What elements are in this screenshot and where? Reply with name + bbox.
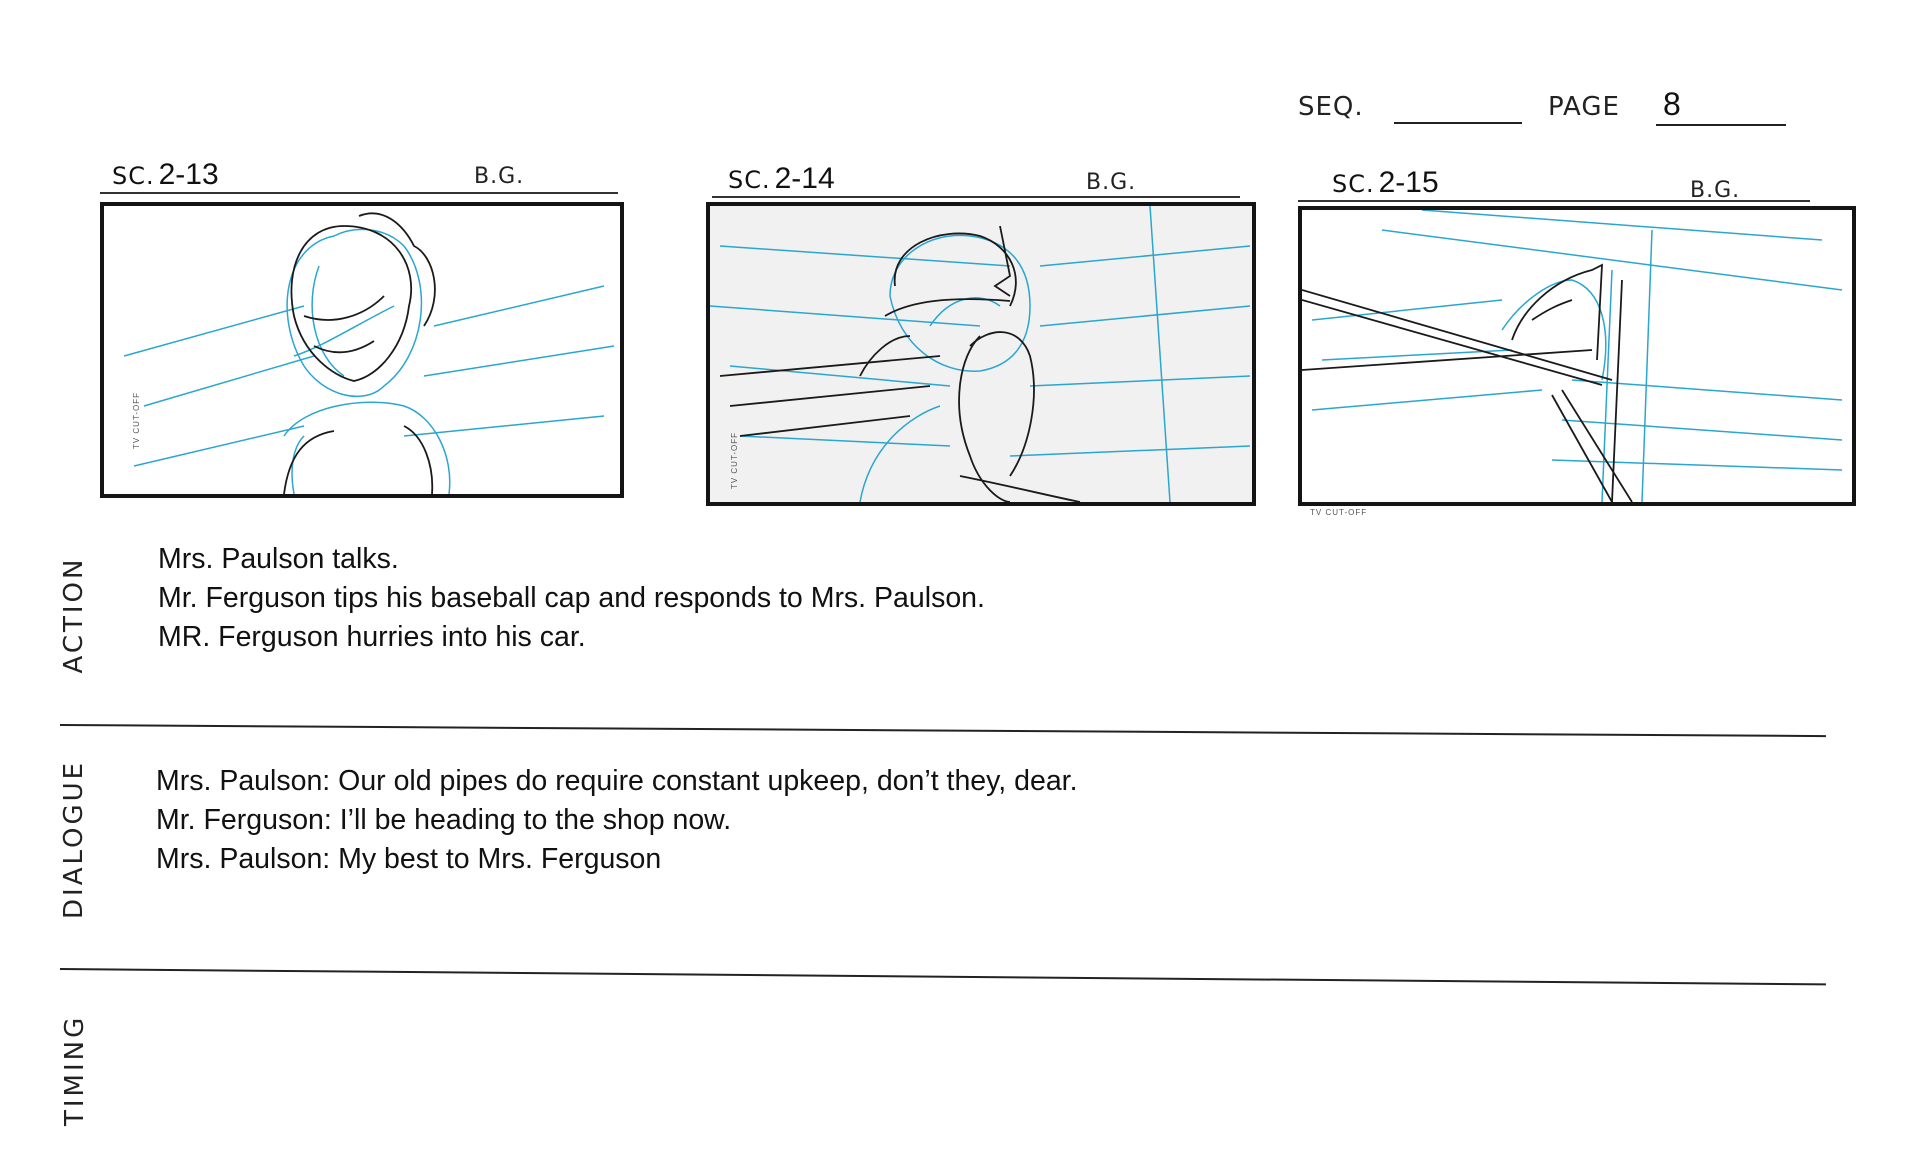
scene-header-line-2 bbox=[712, 196, 1240, 198]
storyboard-panel-3 bbox=[1298, 206, 1856, 506]
scene-prefix: SC. bbox=[728, 166, 771, 194]
page-value-line bbox=[1656, 124, 1786, 126]
action-line-1: Mrs. Paulson talks. bbox=[158, 543, 399, 575]
tv-cutoff-label: TV CUT-OFF bbox=[132, 391, 142, 450]
page-number: 8 bbox=[1663, 86, 1681, 122]
dialogue-divider-line bbox=[60, 968, 1826, 985]
action-line-3: MR. Ferguson hurries into his car. bbox=[158, 621, 586, 653]
action-text-block bbox=[158, 540, 985, 657]
page-label: PAGE bbox=[1548, 92, 1620, 122]
scene-number-3 bbox=[1332, 166, 1439, 200]
storyboard-panel-2 bbox=[706, 202, 1256, 506]
character-tipping-cap-sketch bbox=[710, 206, 1252, 502]
action-section-label: ACTION bbox=[59, 556, 89, 674]
character-closeup-sketch bbox=[104, 206, 620, 494]
bg-label-1: B.G. bbox=[474, 164, 525, 189]
tv-cutoff-label: TV CUT-OFF bbox=[730, 431, 740, 490]
scene-number-2 bbox=[728, 162, 835, 196]
bg-label-2: B.G. bbox=[1086, 170, 1137, 195]
storyboard-panel-1 bbox=[100, 202, 624, 498]
scene-number: 2-13 bbox=[158, 158, 219, 191]
bg-label-3: B.G. bbox=[1690, 178, 1741, 203]
timing-section-label: TIMING bbox=[60, 1014, 90, 1126]
dialogue-text-block bbox=[156, 762, 1078, 879]
seq-value-line bbox=[1394, 122, 1522, 124]
dialogue-line-3: Mrs. Paulson: My best to Mrs. Ferguson bbox=[156, 843, 662, 875]
scene-number: 2-15 bbox=[1378, 166, 1439, 199]
scene-prefix: SC. bbox=[1332, 170, 1375, 198]
dialogue-section-label: DIALOGUE bbox=[59, 759, 89, 919]
scene-header-line-1 bbox=[100, 192, 618, 194]
scene-number-1 bbox=[112, 158, 219, 192]
scene-prefix: SC. bbox=[112, 162, 155, 190]
tv-cutoff-label-3: TV CUT-OFF bbox=[1310, 508, 1368, 517]
scene-header-line-3 bbox=[1298, 200, 1810, 202]
seq-label: SEQ. bbox=[1298, 92, 1364, 122]
dialogue-line-1: Mrs. Paulson: Our old pipes do require constant upkeep, don’t they, dear. bbox=[156, 765, 1078, 797]
dialogue-line-2: Mr. Ferguson: I’ll be heading to the shop now. bbox=[156, 804, 732, 836]
action-divider-line bbox=[60, 724, 1826, 737]
scene-number: 2-14 bbox=[774, 162, 835, 195]
car-door-sketch bbox=[1302, 210, 1852, 502]
action-line-2: Mr. Ferguson tips his baseball cap and responds to Mrs. Paulson. bbox=[158, 582, 985, 614]
